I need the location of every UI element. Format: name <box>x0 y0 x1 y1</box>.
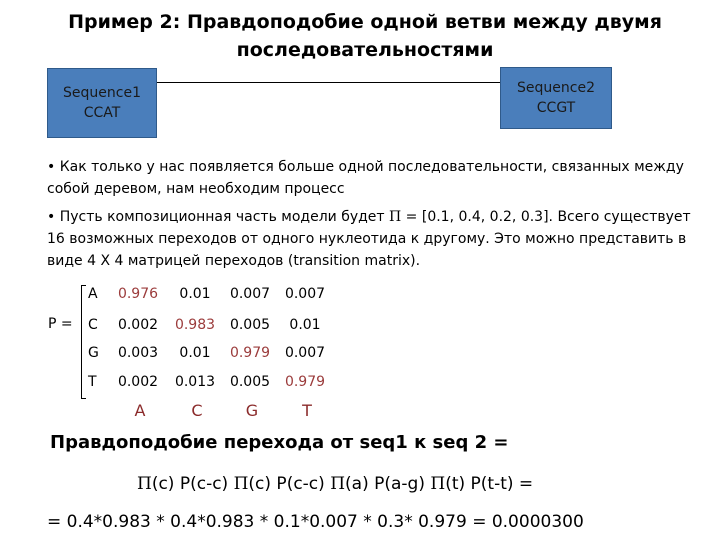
sequence2-name: Sequence2 <box>517 80 595 96</box>
pi-symbol: Π <box>330 474 346 494</box>
matrix-cell: 0.979 <box>284 374 326 390</box>
matrix-label: P = <box>48 316 73 332</box>
bullet-2-after: = [0.1, 0.4, 0.2, 0.3]. Всего существует 16 возможных переходов от одного нуклеотида к другому. Это можно представить в виде 4 X 4 матрицей переходов (transition matrix). <box>47 209 691 269</box>
bullet-2 <box>47 206 707 272</box>
matrix-row-label: A <box>88 286 98 302</box>
matrix-cell: 0.007 <box>284 345 326 361</box>
matrix-row-label: G <box>88 345 99 361</box>
matrix-column-label: A <box>134 401 146 420</box>
sequence2-value: CCGT <box>536 100 576 116</box>
matrix-column-label: G <box>245 401 259 420</box>
matrix-cell: 0.01 <box>179 345 211 361</box>
formula-term-1: (c) P(c-c) <box>151 474 234 494</box>
matrix-cell: 0.01 <box>289 317 321 333</box>
matrix-bracket <box>81 285 86 399</box>
matrix-cell: 0.007 <box>284 286 326 302</box>
matrix-row-label: T <box>88 374 97 390</box>
bullet-2-before: • Пусть композиционная часть модели будет <box>47 209 390 225</box>
matrix-column-label: T <box>302 401 312 420</box>
matrix-cell: 0.007 <box>229 286 271 302</box>
sequence1-box <box>47 68 157 138</box>
pi-symbol: Π <box>137 474 152 494</box>
sequence2-box <box>500 67 612 129</box>
matrix-cell: 0.01 <box>179 286 211 302</box>
slide-title: Пример 2: Правдоподобие одной ветви между двумя последовательностями <box>68 11 662 61</box>
matrix-cell: 0.002 <box>117 374 159 390</box>
matrix-row-label: C <box>88 317 98 333</box>
matrix-cell: 0.005 <box>229 317 271 333</box>
pi-symbol: Π <box>430 474 446 494</box>
formula-term-3: (a) P(a-g) <box>345 474 431 494</box>
bullet-1: • Как только у нас появляется больше одной последовательности, связанных между собой деревом, нам необходим процесс <box>47 159 684 197</box>
formula-term-4: (t) P(t-t) = <box>445 474 534 494</box>
pi-symbol: Π <box>233 474 249 494</box>
likelihood-formula <box>137 474 533 494</box>
likelihood-heading: Правдоподобие перехода от seq1 к seq 2 = <box>50 432 509 453</box>
matrix-column-label: C <box>191 401 203 420</box>
matrix-cell: 0.983 <box>174 317 216 333</box>
matrix-cell: 0.013 <box>174 374 216 390</box>
matrix-cell: 0.005 <box>229 374 271 390</box>
matrix-cell: 0.976 <box>117 286 159 302</box>
sequence1-name: Sequence1 <box>63 85 141 101</box>
branch-line <box>155 82 500 83</box>
sequence1-value: CCAT <box>83 105 121 121</box>
matrix-cell: 0.002 <box>117 317 159 333</box>
likelihood-result: = 0.4*0.983 * 0.4*0.983 * 0.1*0.007 * 0.3* 0.979 = 0.0000300 <box>47 512 584 532</box>
matrix-cell: 0.979 <box>229 345 271 361</box>
matrix-cell: 0.003 <box>117 345 159 361</box>
pi-symbol: Π <box>389 209 402 225</box>
formula-term-2: (c) P(c-c) <box>248 474 331 494</box>
